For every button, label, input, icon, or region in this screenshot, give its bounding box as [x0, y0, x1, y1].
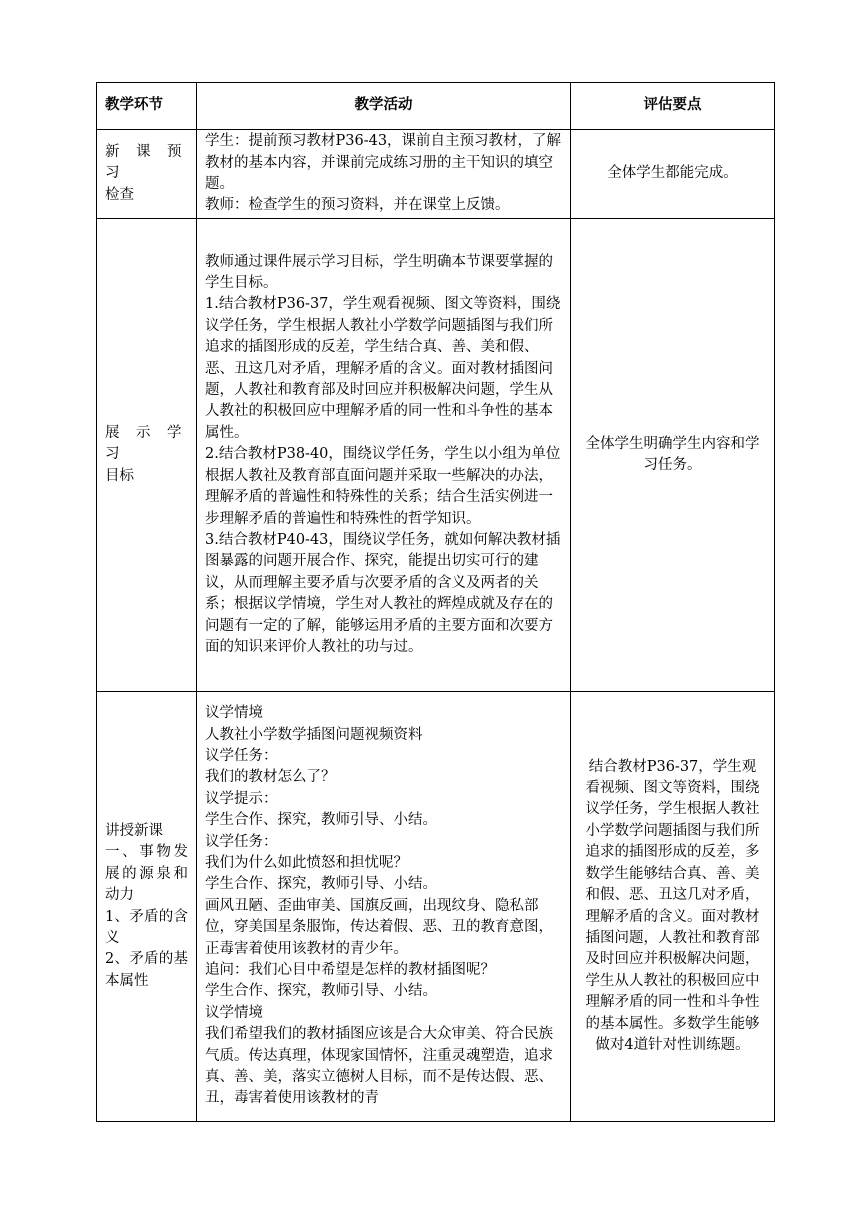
stage-text: 一、事物发展的源泉和动力 — [105, 844, 188, 904]
table-row — [97, 692, 775, 1122]
stage-text: 新课预习 — [105, 143, 188, 182]
stage-cell — [97, 130, 197, 219]
activity-paragraph: 议学任务： — [205, 747, 278, 764]
activity-cell — [197, 219, 571, 692]
header-activity: 教学活动 — [197, 83, 571, 130]
activity-paragraph: 学生合作、探究，教师引导、小结。 — [205, 876, 437, 893]
stage-text: 检查 — [105, 186, 134, 203]
activity-paragraph: 追问：我们心目中希望是怎样的教材插图呢？ — [205, 962, 495, 979]
assessment-text: 全体学生明确学生内容和学习任务。 — [585, 435, 760, 473]
lesson-plan-table — [96, 82, 775, 1122]
table-header-row — [97, 83, 775, 130]
activity-paragraph: 议学情境 — [205, 1004, 263, 1021]
activity-paragraph: 画风丑陋、歪曲审美、国旗反画，出现纹身、隐私部位，穿美国星条服饰，传达着假、恶、丑的教育意图，正毒害着使用该教材的青少年。 — [205, 897, 553, 957]
table-row — [97, 219, 775, 692]
activity-paragraph: 学生合作、探究，教师引导、小结。 — [205, 983, 437, 1000]
activity-paragraph: 教师通过课件展示学习目标，学生明确本节课要掌握的学生目标。 — [205, 253, 553, 292]
activity-paragraph: 我们为什么如此愤怒和担忧呢？ — [205, 854, 408, 871]
assessment-cell — [571, 692, 775, 1122]
stage-text: 讲授新课 — [105, 822, 163, 839]
activity-paragraph: 1.结合教材P36-37，学生观看视频、图文等资料，围绕议学任务，学生根据人教社小学数学问题插图与我们所追求的插图形成的反差，学生结合真、善、美和假、恶、丑这几对矛盾，理解矛盾的含义。面对教材插图问题，人教社和教育部及时回应并积极解决问题，学生从人教社的积极回应中理解矛盾的同一性和斗争性的基本属性。 — [205, 296, 561, 441]
stage-cell — [97, 692, 197, 1122]
stage-text: 1、矛盾的含义 — [105, 908, 188, 946]
activity-paragraph: 学生合作、探究，教师引导、小结。 — [205, 812, 437, 829]
activity-paragraph: 2.结合教材P38-40，围绕议学任务，学生以小组为单位根据人教社及教育部直面问题并采取一些解决的办法，理解矛盾的普遍性和特殊性的关系；结合生活实例进一步理解矛盾的普遍性和特殊性的哲学知识。 — [205, 446, 561, 527]
assessment-cell — [571, 219, 775, 692]
activity-paragraph: 我们的教材怎么了？ — [205, 769, 336, 786]
activity-paragraph: 3.结合教材P40-43，围绕议学任务，就如何解决教材插图暴露的问题开展合作、探究，能提出切实可行的建议，从而理解主要矛盾与次要矛盾的含义及两者的关系；根据议学情境，学生对人教社的辉煌成就及存在的问题有一定的了解，能够运用矛盾的主要方面和次要方面的知识来评价人教社的功与过。 — [205, 531, 561, 655]
activity-cell — [197, 130, 571, 219]
stage-text: 展示学习 — [105, 424, 188, 463]
assessment-text: 结合教材P36-37，学生观看视频、图文等资料，围绕议学任务，学生根据人教社小学数学问题插图与我们所追求的插图形成的反差，多数学生能够结合真、善、美和假、恶、丑这几对矛盾，理解矛盾的含义。面对教材插图问题，人教社和教育部及时回应并积极解决问题，学生从人教社的积极回应中理解矛盾的同一性和斗争性的基本属性。多数学生能够做对4道针对性训练题。 — [585, 758, 760, 1053]
activity-paragraph: 教师：检查学生的预习资料，并在课堂上反馈。 — [205, 197, 510, 214]
assessment-cell — [571, 130, 775, 219]
activity-paragraph: 议学提示： — [205, 790, 278, 807]
activity-paragraph: 人教社小学数学插图问题视频资料 — [205, 726, 423, 743]
stage-text: 目标 — [105, 467, 134, 484]
activity-paragraph: 议学任务： — [205, 833, 278, 850]
assessment-text: 全体学生都能完成。 — [607, 165, 738, 182]
activity-cell — [197, 692, 571, 1122]
activity-paragraph: 议学情境 — [205, 705, 263, 722]
stage-text: 2、矛盾的基本属性 — [105, 951, 188, 989]
header-stage: 教学环节 — [97, 83, 197, 130]
table-row — [97, 130, 775, 219]
activity-paragraph: 学生：提前预习教材P36-43，课前自主预习教材，了解教材的基本内容，并课前完成练习册的主干知识的填空题。 — [205, 133, 562, 192]
activity-paragraph: 我们希望我们的教材插图应该是合大众审美、符合民族气质。传达真理，体现家国情怀，注重灵魂塑造，追求真、善、美，落实立德树人目标，而不是传达假、恶、丑，毒害着使用该教材的青 — [205, 1026, 553, 1107]
stage-cell — [97, 219, 197, 692]
header-assessment: 评估要点 — [571, 83, 775, 130]
